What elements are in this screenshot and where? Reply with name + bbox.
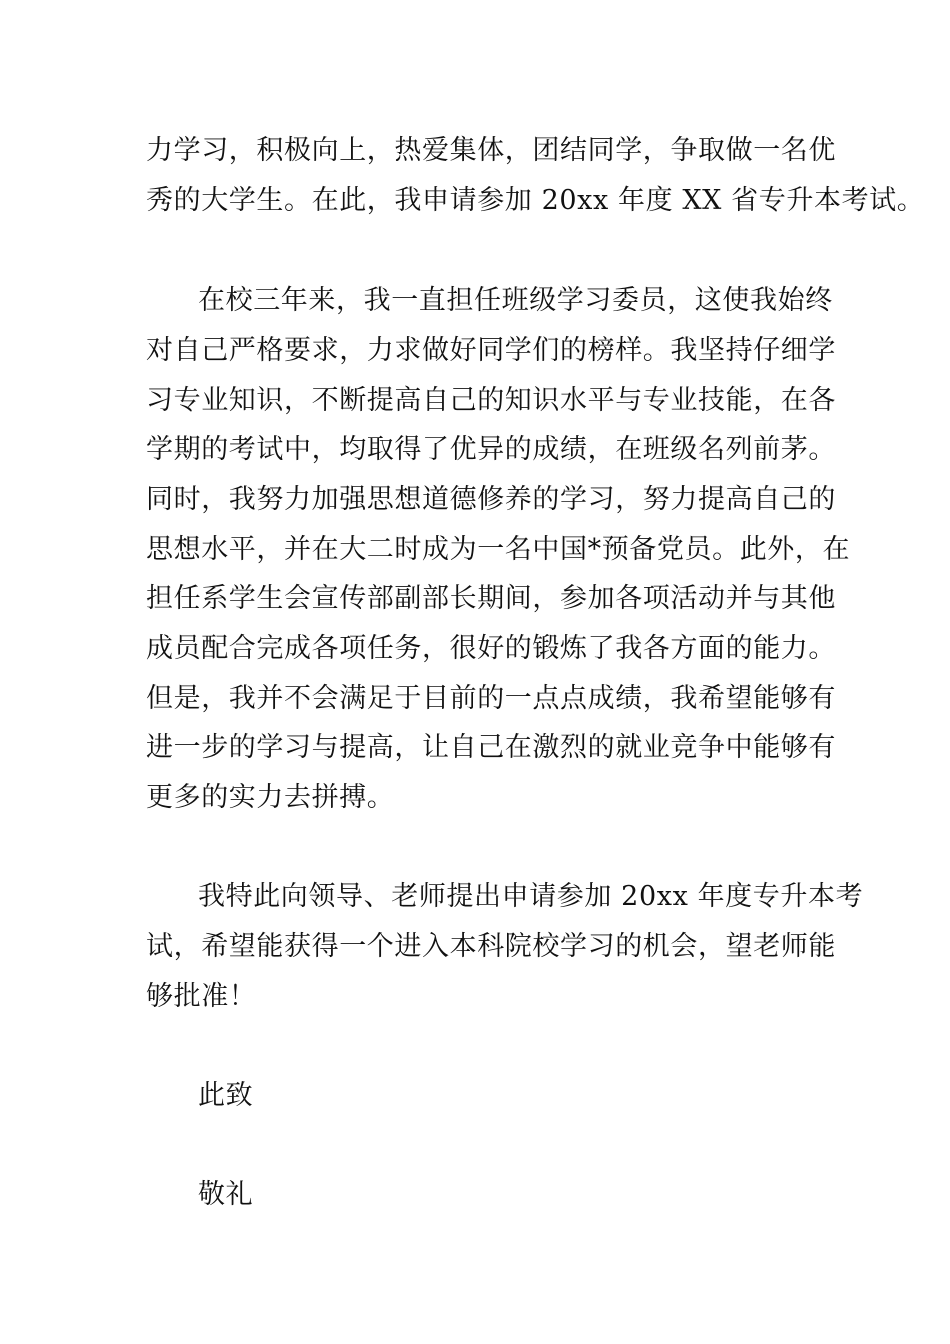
paragraph-2-line-1: 在校三年来，我一直担任班级学习委员，这使我始终 xyxy=(198,285,833,316)
paragraph-3-line-1: 我特此向领导、老师提出申请参加 20xx 年度专升本考 xyxy=(198,881,864,912)
paragraph-2-line-10: 进一步的学习与提高，让自己在激烈的就业竞争中能够有 xyxy=(146,732,836,763)
paragraph-2-line-2: 对自己严格要求，力求做好同学们的榜样。我坚持仔细学 xyxy=(146,335,836,366)
paragraph-3-line-3: 够批准！ xyxy=(146,981,257,1012)
paragraph-2-line-6: 思想水平，并在大二时成为一名中国*预备党员。此外，在 xyxy=(146,534,851,565)
paragraph-1-line-1: 力学习，积极向上，热爱集体，团结同学，争取做一名优 xyxy=(146,135,836,166)
paragraph-2-line-4: 学期的考试中，均取得了优异的成绩，在班级名列前茅。 xyxy=(146,434,836,465)
paragraph-2-line-5: 同时，我努力加强思想道德修养的学习，努力提高自己的 xyxy=(146,484,836,515)
paragraph-1-line-2: 秀的大学生。在此，我申请参加 20xx 年度 XX 省专升本考试。 xyxy=(146,185,925,216)
closing-salutation: 此致 xyxy=(198,1080,254,1111)
paragraph-2-line-7: 担任系学生会宣传部副部长期间，参加各项活动并与其他 xyxy=(146,583,836,614)
paragraph-3-line-2: 试，希望能获得一个进入本科院校学习的机会，望老师能 xyxy=(146,931,836,962)
paragraph-2-line-3: 习专业知识，不断提高自己的知识水平与专业技能，在各 xyxy=(146,385,836,416)
closing-regards: 敬礼 xyxy=(198,1179,254,1210)
paragraph-2-line-9: 但是，我并不会满足于目前的一点点成绩，我希望能够有 xyxy=(146,683,836,714)
paragraph-2-line-8: 成员配合完成各项任务，很好的锻炼了我各方面的能力。 xyxy=(146,633,836,664)
paragraph-2-line-11: 更多的实力去拼搏。 xyxy=(146,782,395,813)
